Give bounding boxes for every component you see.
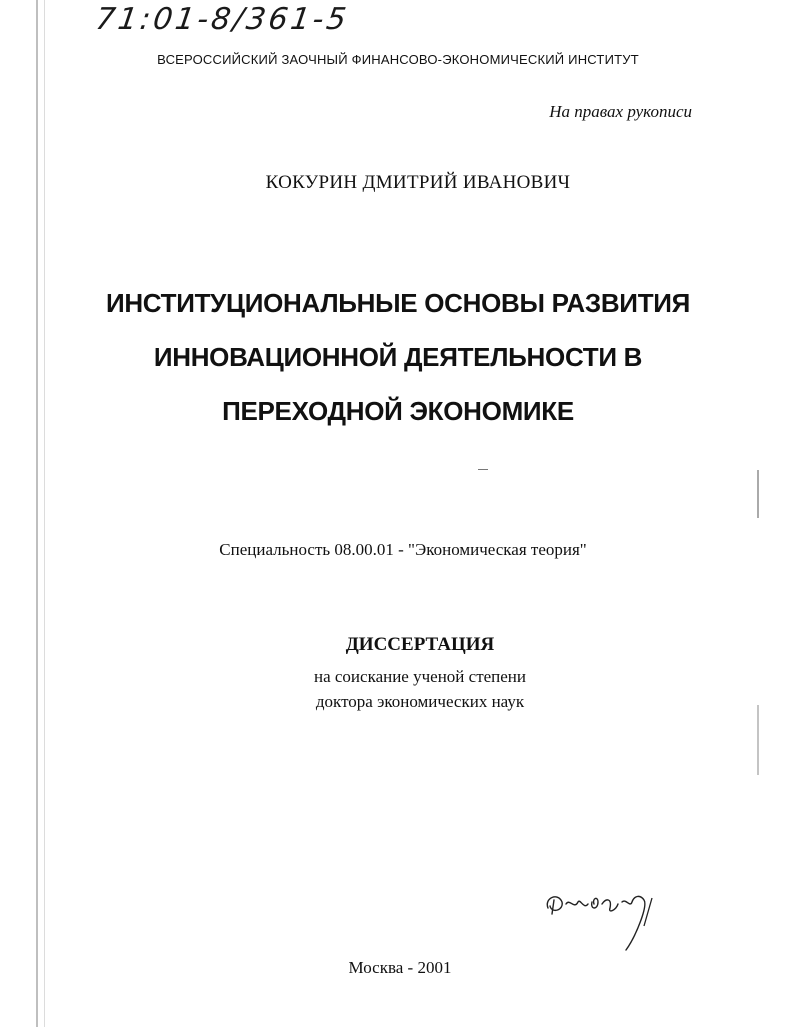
document-type: ДИССЕРТАЦИЯ (345, 634, 495, 655)
title-line-2: ИННОВАЦИОННОЙ ДЕЯТЕЛЬНОСТИ В (153, 342, 643, 372)
title-line-3: ПЕРЕХОДНОЙ ЭКОНОМИКЕ (222, 396, 574, 426)
archive-number: 71:01-8/361-5 (93, 2, 352, 37)
scan-dash-mark (478, 469, 488, 470)
scan-artifact-mark-lower (757, 705, 759, 775)
degree-description (0, 664, 796, 714)
degree-line-2: доктора экономических наук (315, 692, 525, 711)
specialty-line: Специальность 08.00.01 - "Экономическая теория" (219, 540, 587, 559)
place-and-year: Москва - 2001 (348, 958, 452, 977)
binding-margin-line (36, 0, 38, 1027)
dissertation-title (0, 276, 796, 438)
rights-note: На правах рукописи (549, 102, 692, 121)
scan-artifact-mark (757, 470, 759, 518)
institute-name: ВСЕРОССИЙСКИЙ ЗАОЧНЫЙ ФИНАНСОВО-ЭКОНОМИЧЕСКИЙ ИНСТИТУТ (157, 52, 639, 67)
handwritten-signature (540, 880, 670, 960)
binding-margin-line-secondary (44, 0, 45, 1027)
author-name: КОКУРИН ДМИТРИЙ ИВАНОВИЧ (265, 172, 571, 193)
title-line-1: ИНСТИТУЦИОНАЛЬНЫЕ ОСНОВЫ РАЗВИТИЯ (105, 288, 691, 318)
degree-line-1: на соискание ученой степени (313, 667, 527, 686)
